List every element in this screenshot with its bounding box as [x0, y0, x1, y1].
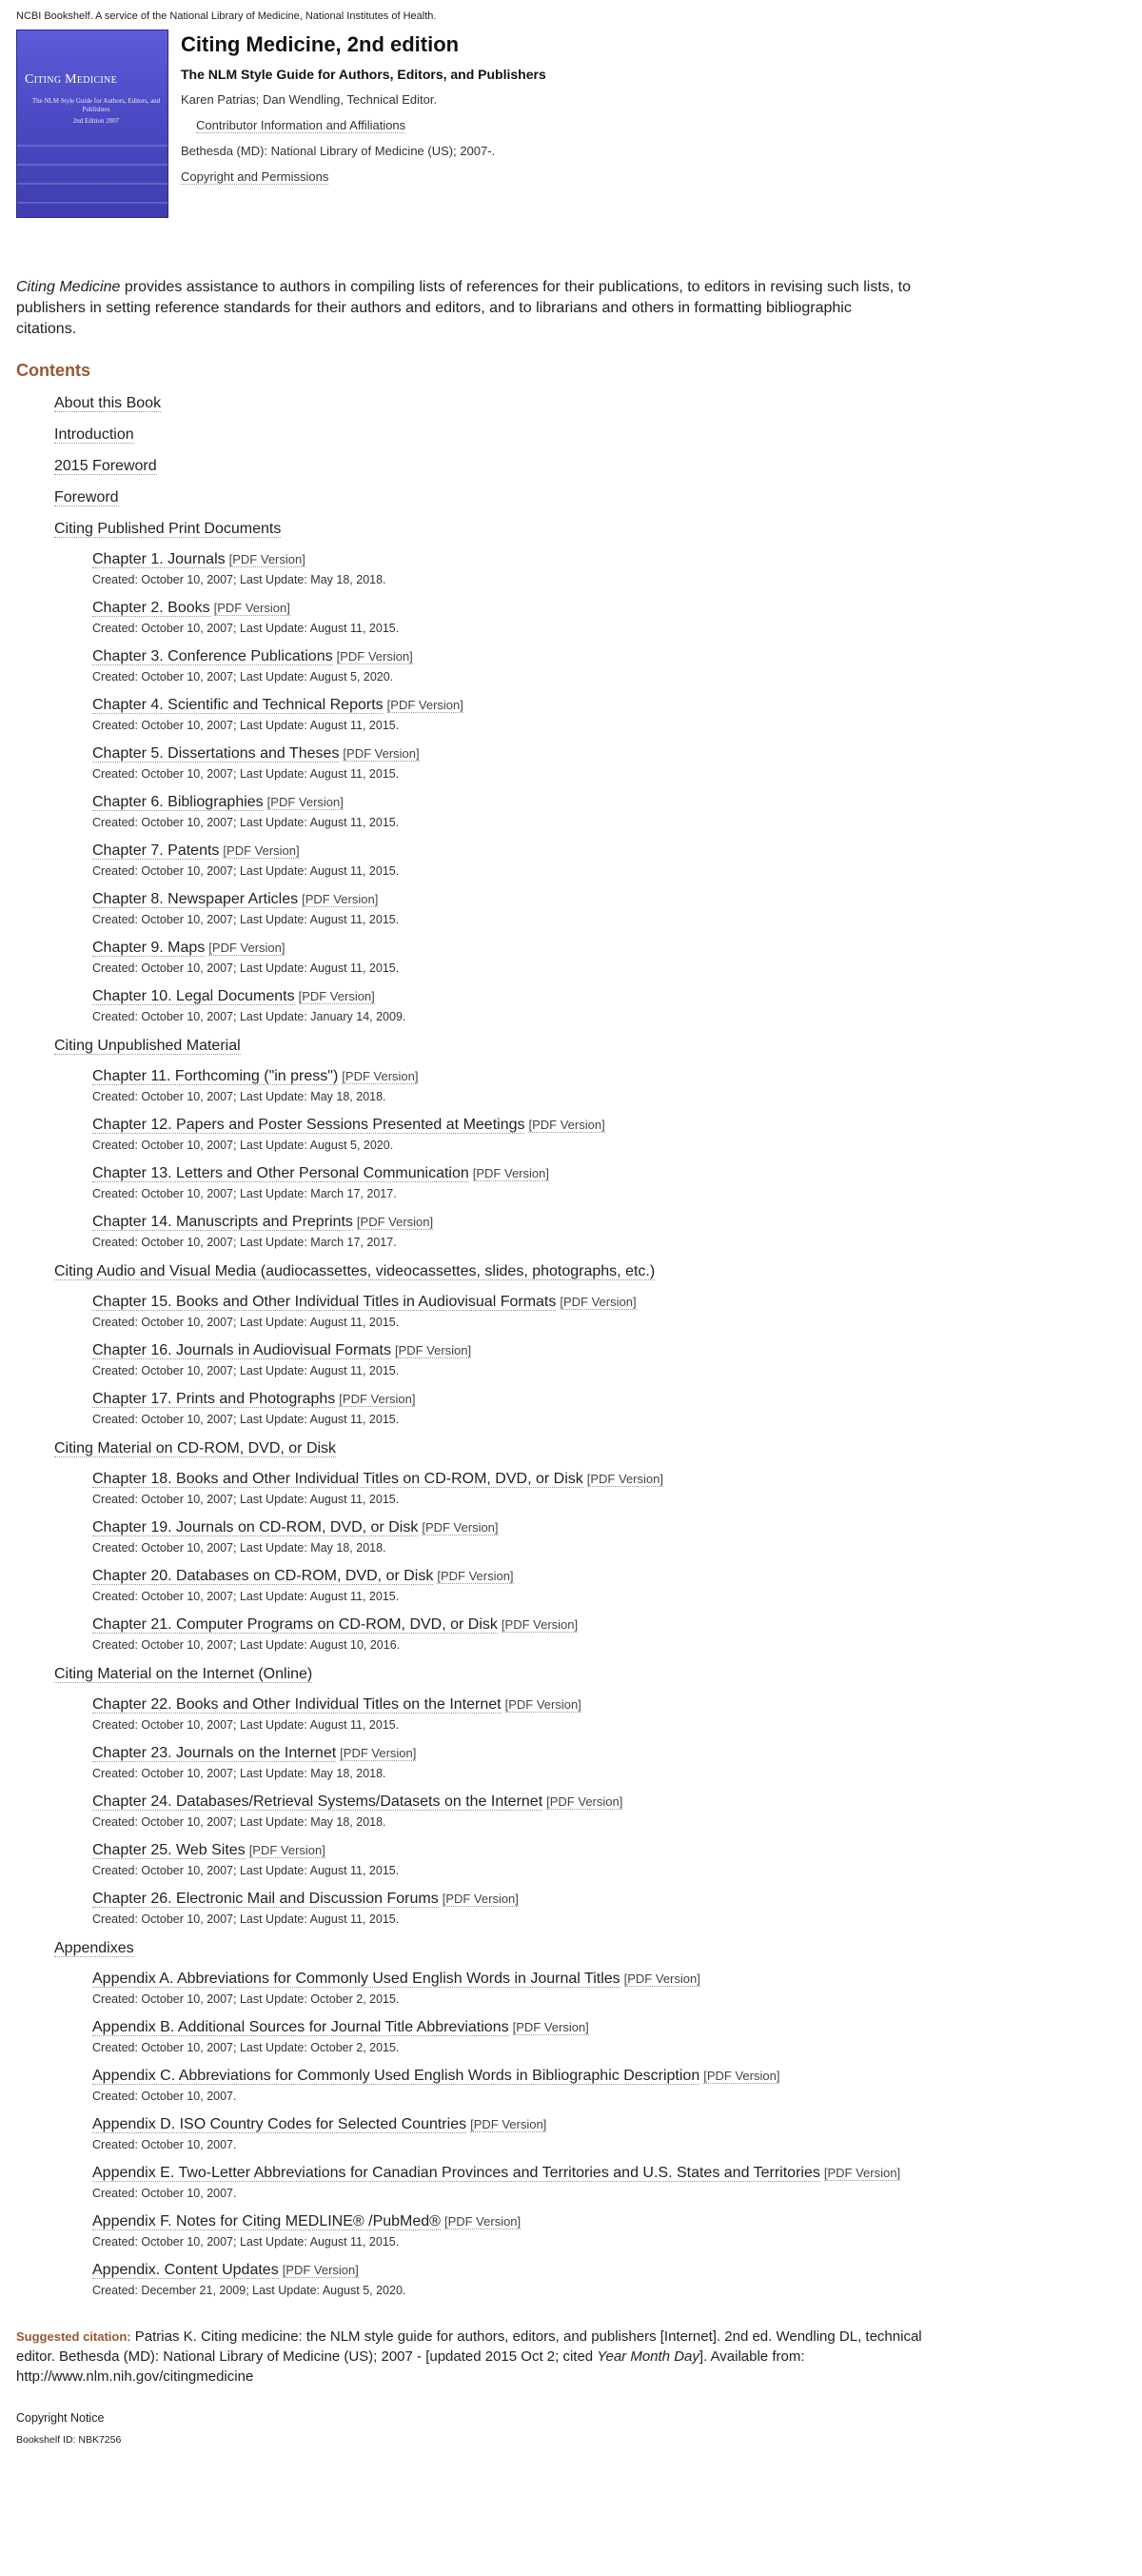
pdf-version-link[interactable]: [PDF Version]: [213, 601, 290, 615]
pdf-version-link[interactable]: [PDF Version]: [501, 1617, 579, 1632]
toc-chapter: [92, 890, 1120, 927]
chapter-title-link[interactable]: Appendix D. ISO Country Codes for Selected Countries: [92, 2116, 467, 2132]
toc-section: [54, 457, 1120, 476]
toc-section: [54, 520, 1120, 539]
pdf-version-link[interactable]: [PDF Version]: [623, 1972, 700, 1986]
toc-section: [54, 1939, 1120, 1958]
cover-title: Citing Medicine: [25, 72, 117, 87]
toc-section: [54, 1665, 1120, 1684]
chapter-title-link[interactable]: Chapter 23. Journals on the Internet: [92, 1745, 337, 1761]
chapter-dates: Created: October 10, 2007.: [92, 2187, 237, 2200]
toc-chapter: [92, 1164, 1120, 1201]
chapter-title-link[interactable]: Chapter 11. Forthcoming ("in press"): [92, 1068, 339, 1084]
toc-chapter: [92, 1695, 1120, 1733]
book-description-text: provides assistance to authors in compiling lists of references for their publications, to editors in revising such lists, to publishers in setting reference standards for their authors and editors, and to librarians and others in formatting bibliographic citations.: [16, 279, 911, 337]
pdf-version-link[interactable]: [PDF Version]: [422, 1520, 499, 1535]
chapter-title-link[interactable]: Chapter 19. Journals on CD-ROM, DVD, or Disk: [92, 1519, 419, 1536]
chapter-dates: Created: October 10, 2007; Last Update: August 5, 2020.: [92, 1139, 394, 1152]
toc-chapter: [92, 2067, 1120, 2104]
pdf-version-link[interactable]: [PDF Version]: [248, 1843, 325, 1857]
chapter-dates: Created: October 10, 2007; Last Update: August 11, 2015.: [92, 961, 400, 975]
toc-chapter: [92, 647, 1120, 684]
pdf-version-link[interactable]: [PDF Version]: [512, 2020, 589, 2034]
book-description-title: Citing Medicine: [16, 279, 121, 295]
pdf-version-link[interactable]: [PDF Version]: [342, 1069, 419, 1083]
toc-chapter: [92, 1067, 1120, 1104]
chapter-title-link[interactable]: Chapter 16. Journals in Audiovisual Formats: [92, 1342, 391, 1358]
toc-chapter: [92, 842, 1120, 879]
chapter-title-link[interactable]: Chapter 26. Electronic Mail and Discussion Forums: [92, 1891, 439, 1907]
chapter-dates: Created: October 10, 2007; Last Update: August 11, 2015.: [92, 1718, 400, 1732]
chapter-title-link[interactable]: Appendix B. Additional Sources for Journal Title Abbreviations: [92, 2019, 509, 2035]
chapter-dates: Created: October 10, 2007; Last Update: August 11, 2015.: [92, 767, 400, 781]
toc-section-link[interactable]: 2015 Foreword: [54, 458, 157, 474]
chapter-dates: Created: October 10, 2007; Last Update: January 14, 2009.: [92, 1010, 406, 1023]
citation-date-placeholder: Year Month Day: [597, 2348, 699, 2365]
chapter-title-link[interactable]: Chapter 9. Maps: [92, 940, 206, 956]
chapter-title-link[interactable]: Chapter 10. Legal Documents: [92, 988, 295, 1004]
bookshelf-id: Bookshelf ID: NBK7256: [16, 2434, 122, 2446]
chapter-dates: Created: October 10, 2007.: [92, 2138, 237, 2151]
chapter-title-link[interactable]: Chapter 3. Conference Publications: [92, 648, 333, 664]
cover-subtitle-text: The NLM Style Guide for Authors, Editors, and Publishers: [31, 97, 161, 113]
chapter-dates: Created: October 10, 2007; Last Update: August 5, 2020.: [92, 670, 394, 684]
toc-section: [54, 1037, 1120, 1056]
toc-chapter: [92, 1744, 1120, 1781]
chapter-title-link[interactable]: Chapter 25. Web Sites: [92, 1842, 246, 1858]
chapter-dates: Created: October 10, 2007; Last Update: August 11, 2015.: [92, 1590, 400, 1603]
pdf-version-link[interactable]: [PDF Version]: [472, 1166, 549, 1180]
chapter-title-link[interactable]: Appendix A. Abbreviations for Commonly Used English Words in Journal Titles: [92, 1971, 620, 1987]
chapter-title-link[interactable]: Appendix C. Abbreviations for Commonly Used English Words in Bibliographic Description: [92, 2068, 700, 2084]
copyright-permissions-link[interactable]: Copyright and Permissions: [181, 169, 329, 184]
chapter-dates: Created: October 10, 2007; Last Update: August 11, 2015.: [92, 1864, 400, 1877]
chapter-title-link[interactable]: Chapter 6. Bibliographies: [92, 794, 264, 810]
chapter-dates: Created: October 10, 2007; Last Update: August 11, 2015.: [92, 719, 400, 732]
toc-chapter: [92, 744, 1120, 782]
chapter-dates: Created: October 10, 2007; Last Update: August 11, 2015.: [92, 1912, 400, 1926]
chapter-dates: Created: October 10, 2007; Last Update: May 18, 2018.: [92, 1541, 386, 1555]
chapter-dates: Created: December 21, 2009; Last Update: August 5, 2020.: [92, 2284, 406, 2297]
chapter-dates: Created: October 10, 2007; Last Update: May 18, 2018.: [92, 1767, 386, 1780]
toc-section: [54, 426, 1120, 445]
pdf-version-link[interactable]: [PDF Version]: [336, 649, 413, 664]
chapter-dates: Created: October 10, 2007; Last Update: August 11, 2015.: [92, 1316, 400, 1329]
pdf-version-link[interactable]: [PDF Version]: [298, 989, 375, 1003]
contents-heading: Contents: [16, 361, 90, 380]
toc-chapter: [92, 1470, 1120, 1507]
chapter-dates: Created: October 10, 2007; Last Update: August 11, 2015.: [92, 816, 400, 829]
toc-chapter: [92, 1213, 1120, 1250]
pdf-version-link[interactable]: [PDF Version]: [302, 892, 379, 906]
cover-subtitle: [30, 97, 162, 126]
chapter-dates: Created: October 10, 2007; Last Update: March 17, 2017.: [92, 1187, 397, 1200]
toc-section-link[interactable]: Citing Material on the Internet (Online): [54, 1666, 313, 1682]
toc-chapter: [92, 1341, 1120, 1378]
pdf-version-link[interactable]: [PDF Version]: [560, 1295, 637, 1309]
toc-chapter: [92, 2164, 1120, 2201]
book-meta: [181, 30, 546, 186]
chapter-dates: Created: October 10, 2007; Last Update: August 11, 2015.: [92, 864, 400, 878]
chapter-title-link[interactable]: Chapter 17. Prints and Photographs: [92, 1391, 336, 1407]
toc-section-link[interactable]: Citing Unpublished Material: [54, 1038, 241, 1054]
toc-chapter: [92, 1518, 1120, 1556]
toc-chapter: [92, 2115, 1120, 2152]
toc-section-link[interactable]: Citing Material on CD-ROM, DVD, or Disk: [54, 1440, 337, 1456]
ncbi-banner: NCBI Bookshelf. A service of the National Library of Medicine, National Institutes of Health.: [16, 10, 437, 22]
toc-chapter: [92, 1567, 1120, 1604]
toc-chapter: [92, 987, 1120, 1024]
citation-text-end: ]. Available from: http://www.nlm.nih.gov/citingmedicine: [16, 2348, 805, 2385]
chapter-dates: Created: October 10, 2007; Last Update: May 18, 2018.: [92, 1090, 386, 1103]
pdf-version-link[interactable]: [PDF Version]: [823, 2166, 901, 2180]
toc-chapter: [92, 599, 1120, 636]
chapter-dates: Created: October 10, 2007.: [92, 2090, 237, 2103]
book-publisher: Bethesda (MD): National Library of Medicine (US); 2007-.: [181, 144, 496, 158]
pdf-version-link[interactable]: [PDF Version]: [339, 1392, 416, 1406]
chapter-title-link[interactable]: Chapter 20. Databases on CD-ROM, DVD, or Disk: [92, 1568, 434, 1584]
pdf-version-link[interactable]: [PDF Version]: [386, 698, 463, 712]
chapter-title-link[interactable]: Appendix E. Two-Letter Abbreviations for Canadian Provinces and Territories and U.S. States and Territories: [92, 2165, 820, 2181]
book-description: [16, 277, 911, 340]
pdf-version-link[interactable]: [PDF Version]: [223, 843, 300, 858]
toc-chapter: [92, 1890, 1120, 1927]
chapter-dates: Created: October 10, 2007; Last Update: August 11, 2015.: [92, 622, 400, 635]
toc-chapter: [92, 1615, 1120, 1653]
page: [16, 0, 1120, 2446]
toc-chapter: [92, 1793, 1120, 1830]
toc-section-link[interactable]: Appendixes: [54, 1940, 134, 1956]
toc-section-link[interactable]: Citing Audio and Visual Media (audiocassettes, videocassettes, slides, photographs, etc.): [54, 1263, 656, 1279]
chapter-dates: Created: October 10, 2007; Last Update: May 18, 2018.: [92, 573, 386, 586]
toc-section-link[interactable]: Foreword: [54, 489, 119, 505]
suggested-citation: [16, 2327, 930, 2387]
toc-section-link[interactable]: About this Book: [54, 395, 162, 411]
toc-section-link[interactable]: Citing Published Print Documents: [54, 521, 282, 537]
chapter-title-link[interactable]: Appendix F. Notes for Citing MEDLINE® /PubMed®: [92, 2213, 441, 2229]
table-of-contents: [16, 394, 1120, 2298]
toc-section-link[interactable]: Introduction: [54, 426, 134, 443]
toc-chapter: [92, 1116, 1120, 1153]
pdf-version-link[interactable]: [PDF Version]: [703, 2069, 780, 2083]
pdf-version-link[interactable]: [PDF Version]: [266, 795, 344, 809]
copyright-notice-link[interactable]: Copyright Notice: [16, 2411, 105, 2425]
chapter-dates: Created: October 10, 2007; Last Update: August 10, 2016.: [92, 1638, 401, 1652]
chapter-title-link[interactable]: Chapter 5. Dissertations and Theses: [92, 745, 340, 762]
chapter-title-link[interactable]: Chapter 8. Newspaper Articles: [92, 891, 299, 907]
cover-edition: 2nd Edition 2007: [72, 117, 120, 125]
pdf-version-link[interactable]: [PDF Version]: [282, 2263, 359, 2277]
chapter-title-link[interactable]: Chapter 24. Databases/Retrieval Systems/Datasets on the Internet: [92, 1793, 543, 1810]
chapter-dates: Created: October 10, 2007; Last Update: August 11, 2015.: [92, 2235, 400, 2249]
chapter-title-link[interactable]: Appendix. Content Updates: [92, 2262, 279, 2278]
chapter-title-link[interactable]: Chapter 7. Patents: [92, 842, 220, 859]
toc-section: [54, 488, 1120, 507]
pdf-version-link[interactable]: [PDF Version]: [528, 1118, 605, 1132]
toc-chapter: [92, 550, 1120, 587]
chapter-title-link[interactable]: Chapter 2. Books: [92, 600, 210, 616]
chapter-title-link[interactable]: Chapter 14. Manuscripts and Preprints: [92, 1214, 353, 1230]
toc-chapter: [92, 793, 1120, 830]
chapter-dates: Created: October 10, 2007; Last Update: August 11, 2015.: [92, 1413, 400, 1426]
book-subtitle: The NLM Style Guide for Authors, Editors, and Publishers: [181, 67, 546, 82]
toc-chapter: [92, 1390, 1120, 1427]
chapter-title-link[interactable]: Chapter 12. Papers and Poster Sessions Presented at Meetings: [92, 1117, 525, 1133]
toc-chapter: [92, 939, 1120, 976]
chapter-dates: Created: October 10, 2007; Last Update: August 11, 2015.: [92, 1364, 400, 1377]
pdf-version-link[interactable]: [PDF Version]: [208, 941, 286, 955]
chapter-title-link[interactable]: Chapter 13. Letters and Other Personal Communication: [92, 1165, 469, 1181]
citation-label: Suggested citation:: [16, 2329, 131, 2344]
chapter-title-link[interactable]: Chapter 22. Books and Other Individual Titles on the Internet: [92, 1696, 502, 1713]
toc-chapter: [92, 696, 1120, 733]
book-cover-image[interactable]: [16, 30, 168, 218]
toc-chapter: [92, 2212, 1120, 2249]
pdf-version-link[interactable]: [PDF Version]: [228, 552, 305, 566]
contributor-info-link[interactable]: Contributor Information and Affiliations: [196, 118, 406, 132]
citation-text: Patrias K. Citing medicine: the NLM style guide for authors, editors, and publishers [Internet]. 2nd ed. Wendling DL, technical editor. Bethesda (MD): National Library of Medicine (US); 2007 - [updated 2015 Oct 2; cited: [16, 2328, 922, 2365]
book-authors: Karen Patrias; Dan Wendling, Technical Editor.: [181, 92, 438, 107]
pdf-version-link[interactable]: [PDF Version]: [586, 1472, 663, 1486]
pdf-version-link[interactable]: [PDF Version]: [356, 1215, 434, 1229]
chapter-dates: Created: October 10, 2007; Last Update: August 11, 2015.: [92, 913, 400, 926]
pdf-version-link[interactable]: [PDF Version]: [340, 1746, 417, 1760]
pdf-version-link[interactable]: [PDF Version]: [343, 746, 420, 761]
chapter-dates: Created: October 10, 2007; Last Update: May 18, 2018.: [92, 1815, 386, 1829]
chapter-dates: Created: October 10, 2007; Last Update: October 2, 2015.: [92, 2041, 400, 2054]
toc-section: [54, 1262, 1120, 1281]
toc-chapter: [92, 1841, 1120, 1878]
toc-chapter: [92, 1970, 1120, 2007]
pdf-version-link[interactable]: [PDF Version]: [437, 1569, 514, 1583]
pdf-version-link[interactable]: [PDF Version]: [546, 1794, 623, 1809]
chapter-title-link[interactable]: Chapter 4. Scientific and Technical Reports: [92, 697, 384, 713]
pdf-version-link[interactable]: [PDF Version]: [504, 1697, 581, 1712]
chapter-dates: Created: October 10, 2007; Last Update: March 17, 2017.: [92, 1236, 397, 1249]
book-header: [16, 30, 1120, 231]
chapter-title-link[interactable]: Chapter 18. Books and Other Individual Titles on CD-ROM, DVD, or Disk: [92, 1471, 583, 1487]
toc-section: [54, 394, 1120, 413]
pdf-version-link[interactable]: [PDF Version]: [470, 2117, 547, 2131]
chapter-title-link[interactable]: Chapter 15. Books and Other Individual Titles in Audiovisual Formats: [92, 1294, 557, 1310]
toc-chapter: [92, 2261, 1120, 2298]
toc-chapter: [92, 2018, 1120, 2055]
pdf-version-link[interactable]: [PDF Version]: [394, 1343, 472, 1357]
pdf-version-link[interactable]: [PDF Version]: [443, 2214, 522, 2229]
toc-section: [54, 1439, 1120, 1458]
chapter-title-link[interactable]: Chapter 1. Journals: [92, 551, 226, 567]
chapter-dates: Created: October 10, 2007; Last Update: October 2, 2015.: [92, 1992, 400, 2006]
book-title: Citing Medicine, 2nd edition: [181, 32, 460, 56]
pdf-version-link[interactable]: [PDF Version]: [442, 1892, 519, 1906]
chapter-dates: Created: October 10, 2007; Last Update: August 11, 2015.: [92, 1493, 400, 1506]
chapter-title-link[interactable]: Chapter 21. Computer Programs on CD-ROM, DVD, or Disk: [92, 1616, 498, 1633]
toc-chapter: [92, 1293, 1120, 1330]
